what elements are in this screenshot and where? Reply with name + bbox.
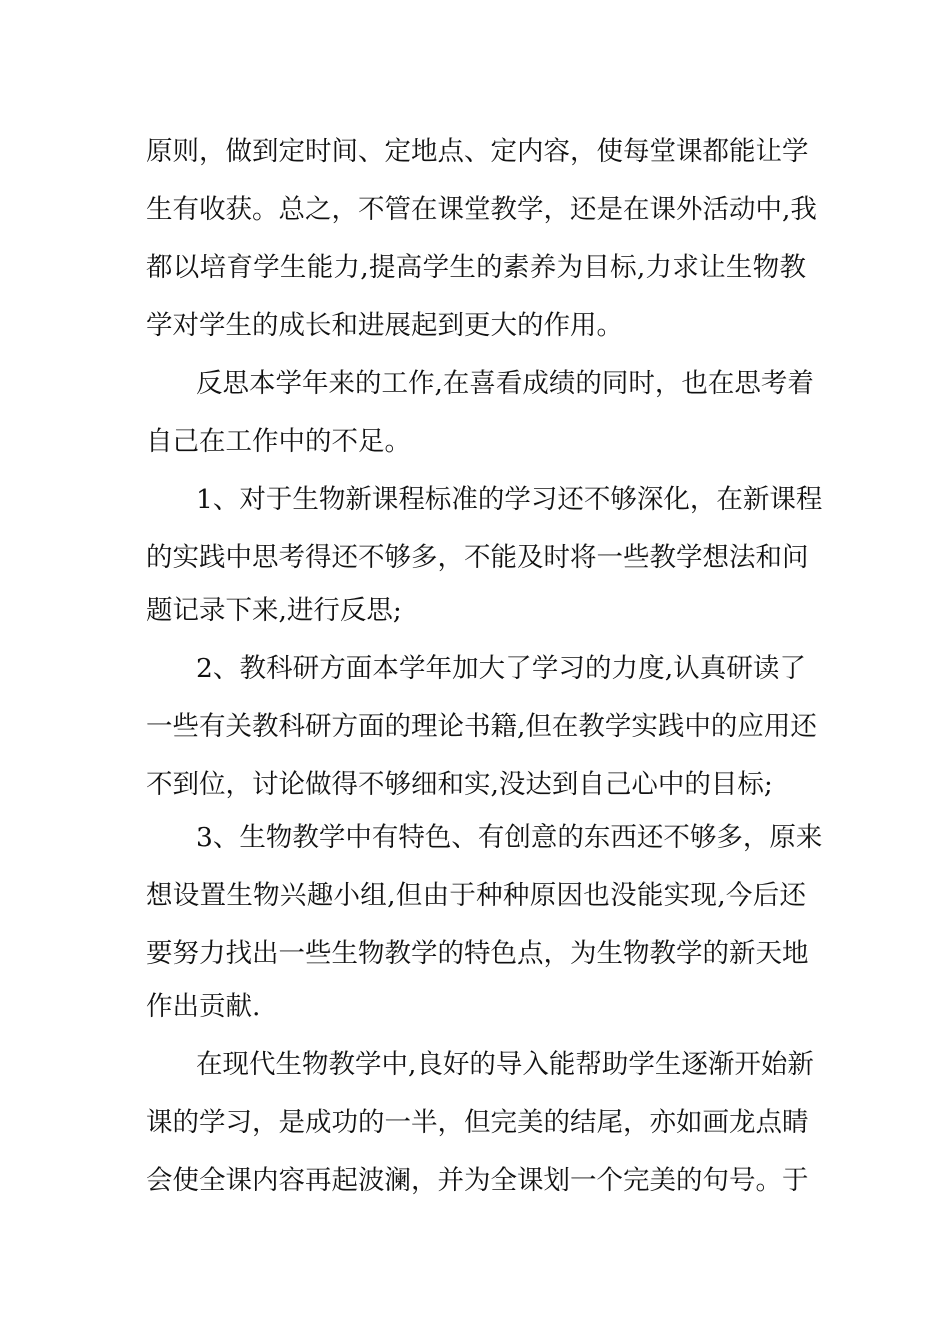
text-line: 会使全课内容再起波澜，并为全课划一个完美的句号。于 (146, 1165, 809, 1196)
text-line: 都以培育学生能力,提高学生的素养为目标,力求让生物教 (146, 252, 806, 283)
paragraph-first-line: 反思本学年来的工作,在喜看成绩的同时，也在思考着 (196, 368, 814, 399)
text-line: 想设置生物兴趣小组,但由于种种原因也没能实现,今后还 (146, 880, 806, 911)
list-item-3-first-line: 3、生物教学中有特色、有创意的东西还不够多，原来 (196, 822, 823, 853)
text-line: 原则，做到定时间、定地点、定内容，使每堂课都能让学 (146, 136, 809, 167)
list-item-2-first-line: 2、教科研方面本学年加大了学习的力度,认真研读了 (196, 653, 806, 684)
text-line: 学对学生的成长和进展起到更大的作用。 (146, 310, 623, 341)
text-line: 作出贡献. (146, 991, 261, 1022)
text-line: 一些有关教科研方面的理论书籍,但在教学实践中的应用还 (146, 711, 817, 742)
text-line: 的实践中思考得还不够多，不能及时将一些教学想法和问 (146, 542, 809, 573)
text-line: 要努力找出一些生物教学的特色点，为生物教学的新天地 (146, 938, 809, 969)
text-line: 题记录下来,进行反思; (146, 595, 402, 626)
text-line: 生有收获。总之，不管在课堂教学，还是在课外活动中,我 (146, 194, 817, 225)
list-item-1-first-line: 1、对于生物新课程标准的学习还不够深化，在新课程 (196, 484, 823, 515)
text-line: 课的学习，是成功的一半，但完美的结尾，亦如画龙点睛 (146, 1107, 809, 1138)
text-line: 自己在工作中的不足。 (146, 426, 411, 457)
paragraph-first-line: 在现代生物教学中,良好的导入能帮助学生逐渐开始新 (196, 1049, 814, 1080)
text-line: 不到位，讨论做得不够细和实,没达到自己心中的目标; (146, 769, 773, 800)
